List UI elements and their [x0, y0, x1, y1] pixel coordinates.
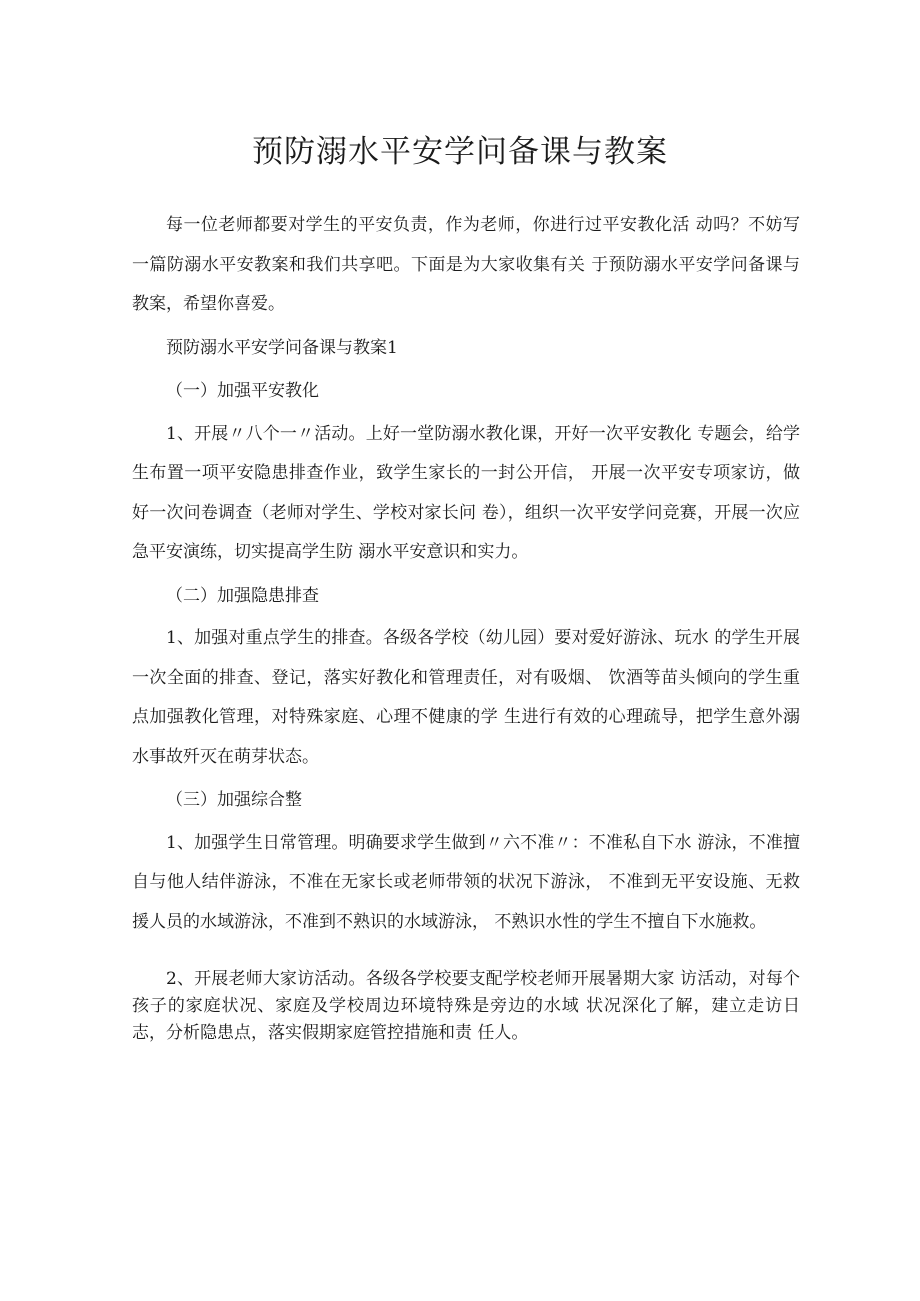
document-body: [132, 206, 800, 1047]
section-1-paragraph: 1、开展〃八个一〃活动。上好一堂防溺水教化课，开好一次平安教化 专题会，给学生布置一项平安隐患排查作业，致学生家长的一封公开信， 开展一次平安专项家访，做好一次问卷调查（老师对学生、学校对家长问 卷），组织一次平安学问竞赛，开展一次应急平安演练，切实提高学生防 溺水平安意识和实力。: [132, 423, 800, 562]
section-2-paragraph: 1、加强对重点学生的排查。各级各学校（幼儿园）要对爱好游泳、玩水 的学生开展一次全面的排查、登记，落实好教化和管理责任，对有吸烟、 饮酒等苗头倾向的学生重点加强教化管理，对特殊家庭、心理不健康的学 生进行有效的心理疏导，把学生意外溺水事故歼灭在萌芽状态。: [132, 628, 800, 767]
lesson-heading: 预防溺水平安学问备课与教案1: [166, 337, 398, 358]
section-3-paragraph-1: 1、加强学生日常管理。明确要求学生做到〃六不准〃：不准私自下水 游泳，不准擅自与他人结伴游泳，不准在无家长或老师带领的状况下游泳， 不准到无平安设施、无救援人员的水域游泳，不准到不熟识的水域游泳， 不熟识水性的学生不擅自下水施救。: [132, 832, 800, 932]
section-heading-3: （三）加强综合整: [166, 790, 302, 810]
document-title: 预防溺水平安学问备课与教案: [252, 134, 668, 170]
section-heading-1: （一）加强平安教化: [166, 381, 319, 401]
section-3-paragraph-2: 2、开展老师大家访活动。各级各学校要支配学校老师开展暑期大家 访活动，对每个孩子的家庭状况、家庭及学校周边环境特殊是旁边的水域 状况深化了解，建立走访日志，分析隐患点，落实假期家庭管控措施和责 任人。: [132, 969, 800, 1043]
intro-paragraph: 每一位老师都要对学生的平安负责，作为老师，你进行过平安教化活 动吗？不妨写一篇防溺水平安教案和我们共享吧。下面是为大家收集有关 于预防溺水平安学问备课与教案，希望你喜爱。: [132, 215, 800, 314]
section-heading-2: （二）加强隐患排查: [166, 585, 319, 606]
